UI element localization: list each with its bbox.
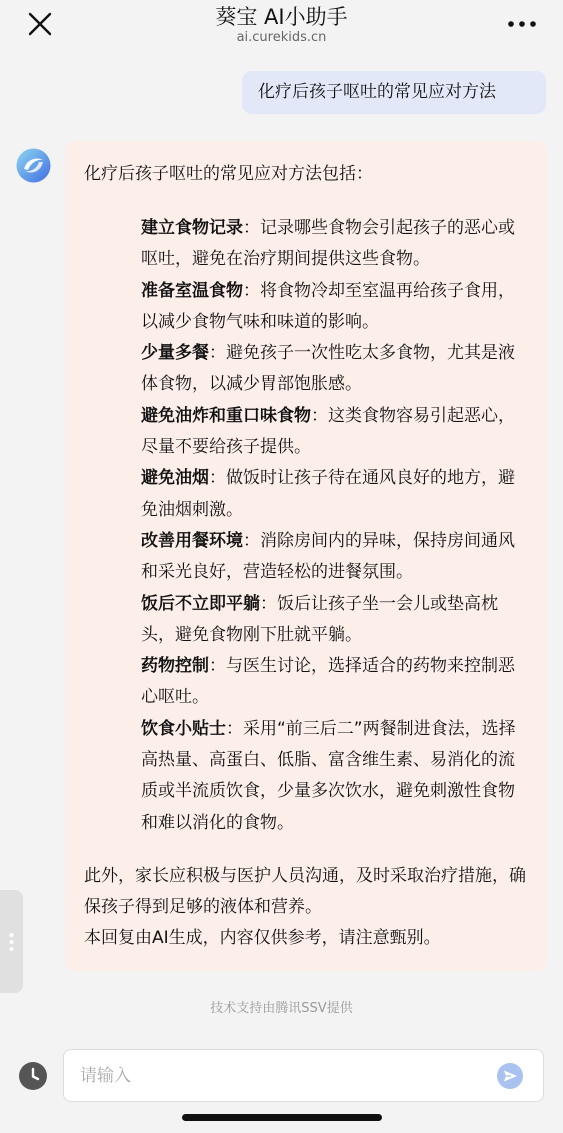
tip-text: ：避免孩子一次性吃太多食物，尤其是液体食物，以减少胃部饱胀感。	[141, 343, 515, 395]
history-clock-icon[interactable]	[18, 1061, 48, 1091]
reply-outro	[84, 861, 529, 954]
tip-title: 改善用餐环境	[141, 530, 243, 551]
list-item	[141, 651, 531, 714]
tip-text: ：将食物冷却至室温再给孩子食用，以减少食物气味和味道的影响。	[141, 280, 515, 332]
list-item	[141, 526, 531, 589]
list-item	[141, 276, 531, 339]
assistant-logo-icon	[16, 148, 51, 183]
list-item	[141, 589, 531, 652]
tip-title: 避免油炸和重口味食物	[141, 405, 311, 426]
tip-text: ：记录哪些食物会引起孩子的恶心或呕吐，避免在治疗期间提供这些食物。	[141, 218, 515, 270]
tip-text: ：消除房间内的异味，保持房间通风和采光良好，营造轻松的进餐氛围。	[141, 530, 515, 583]
tip-text: ：采用“前三后二”两餐制进食法，选择高热量、高蛋白、低脂、富含维生素、易消化的流质或半流质饮食，少量多次饮水，避免刺激性食物和难以消化的食物。	[141, 718, 516, 833]
tech-support-credit: 技术支持由腾讯SSV提供	[210, 1001, 353, 1016]
send-icon[interactable]	[497, 1063, 523, 1089]
page-title: 葵宝 AI小助手	[215, 5, 348, 29]
assistant-reply-bubble	[65, 141, 547, 971]
message-input-box	[63, 1049, 544, 1102]
list-item	[141, 714, 531, 839]
tip-title: 饮食小贴士	[141, 718, 226, 739]
list-item	[141, 463, 531, 526]
tip-title: 药物控制	[141, 656, 209, 677]
list-item	[141, 401, 531, 464]
home-indicator	[182, 1114, 382, 1121]
tip-title: 少量多餐	[141, 343, 209, 364]
tip-text: ：做饭时让孩子待在通风良好的地方，避免油烟刺激。	[141, 468, 515, 520]
more-vertical-icon	[9, 932, 14, 952]
more-horizontal-icon[interactable]	[505, 14, 539, 34]
list-item	[141, 213, 531, 276]
ai-disclaimer: 本回复由AI生成，内容仅供参考，请注意甄别。	[84, 928, 441, 948]
reply-conclusion: 此外，家长应积极与医护人员沟通，及时采取治疗措施，确保孩子得到足够的液体和营养。	[84, 866, 526, 917]
tip-title: 准备室温食物	[141, 280, 243, 301]
tip-title: 饭后不立即平躺	[141, 593, 260, 614]
top-bar	[0, 0, 563, 50]
tip-text: ：与医生讨论，选择适合的药物来控制恶心呕吐。	[141, 656, 515, 708]
tip-title: 避免油烟	[141, 468, 209, 489]
list-item	[141, 338, 531, 401]
side-drawer-handle[interactable]	[0, 890, 23, 993]
tip-text: ：这类食物容易引起恶心，尽量不要给孩子提供。	[141, 405, 515, 458]
reply-intro: 化疗后孩子呕吐的常见应对方法包括：	[84, 164, 373, 184]
message-input[interactable]	[78, 1058, 482, 1094]
tips-list	[141, 213, 531, 839]
tip-title: 建立食物记录	[141, 218, 243, 238]
tip-text: ：饭后让孩子坐一会儿或垫高枕头，避免食物刚下肚就平躺。	[141, 593, 498, 645]
user-message-bubble: 化疗后孩子呕吐的常见应对方法	[242, 71, 546, 114]
page-domain: ai.curekids.cn	[236, 30, 327, 45]
